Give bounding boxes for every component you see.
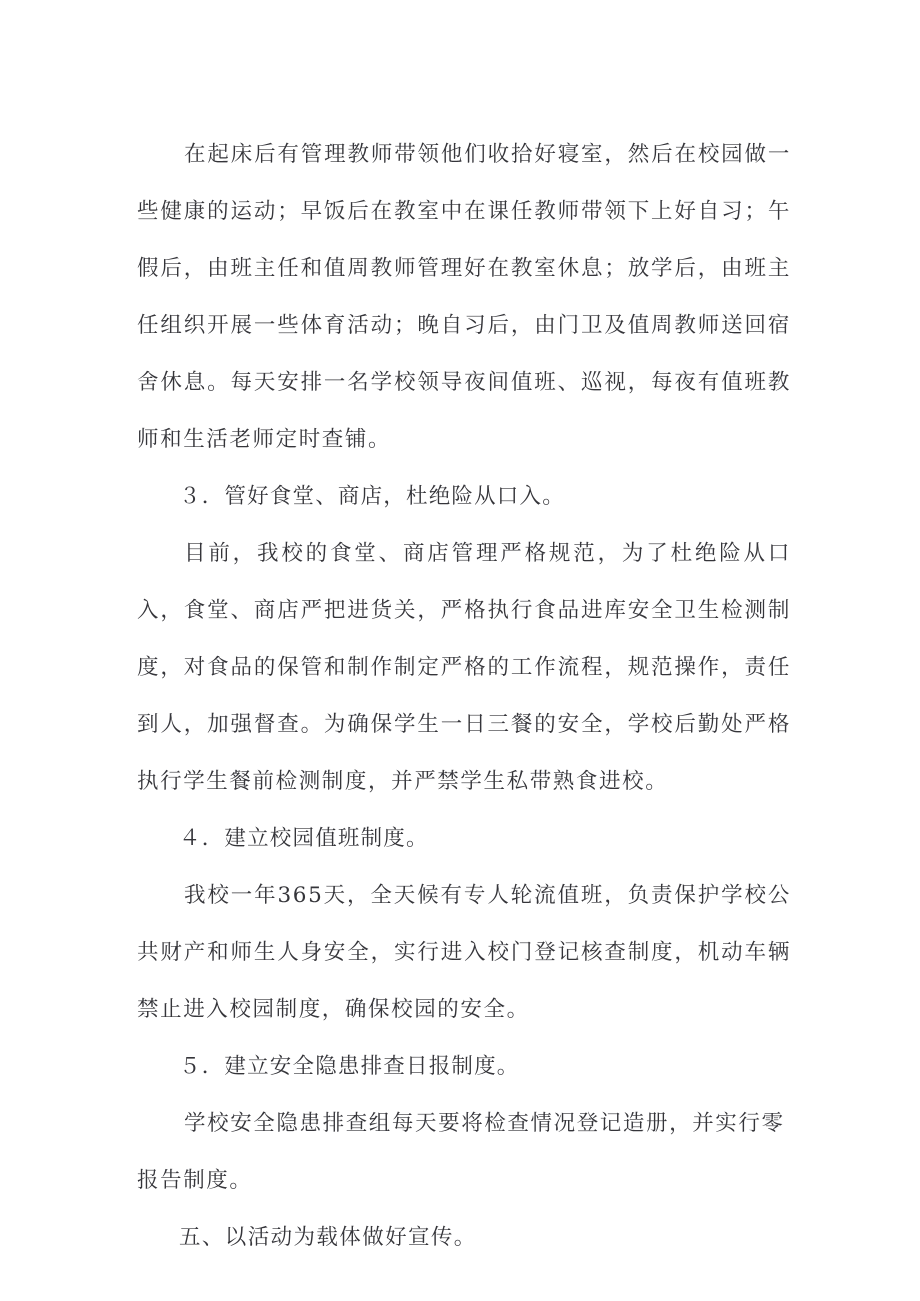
paragraph-campus-duty: 我校一年365天，全天候有专人轮流值班，负责保护学校公共财产和师生人身安全，实行进入校门登记核查制度，机动车辆禁止进入校园制度，确保校园的安全。 [137, 883, 791, 1022]
heading-item-4: ４．建立校园值班制度。 [179, 826, 429, 851]
paragraph-dorm-routine: 在起床后有管理教师带领他们收拾好寝室，然后在校园做一些健康的运动；早饭后在教室中在课任教师带领下上好自习；午假后，由班主任和值周教师管理好在教室休息；放学后，由班主任组织开展一些体育活动；晚自习后，由门卫及值周教师送回宿舍休息。每天安排一名学校领导夜间值班、巡视，每夜有值班教师和生活老师定时查铺。 [137, 142, 791, 452]
paragraph-hazard-daily-report: 学校安全隐患排查组每天要将检查情况登记造册，并实行零报告制度。 [137, 1111, 785, 1193]
section-heading-five: 五、以活动为载体做好宣传。 [179, 1225, 477, 1250]
document-text-body [137, 126, 791, 1266]
paragraph-canteen-management: 目前，我校的食堂、商店管理严格规范，为了杜绝险从口入，食堂、商店严把进货关，严格执行食品进库安全卫生检测制度，对食品的保管和制作制定严格的工作流程，规范操作，责任到人，加强督查。为确保学生一日三餐的安全，学校后勤处严格执行学生餐前检测制度，并严禁学生私带熟食进校。 [137, 541, 791, 794]
heading-item-3: ３．管好食堂、商店，杜绝险从口入。 [179, 484, 565, 509]
heading-item-5: ５．建立安全隐患排查日报制度。 [179, 1054, 520, 1079]
